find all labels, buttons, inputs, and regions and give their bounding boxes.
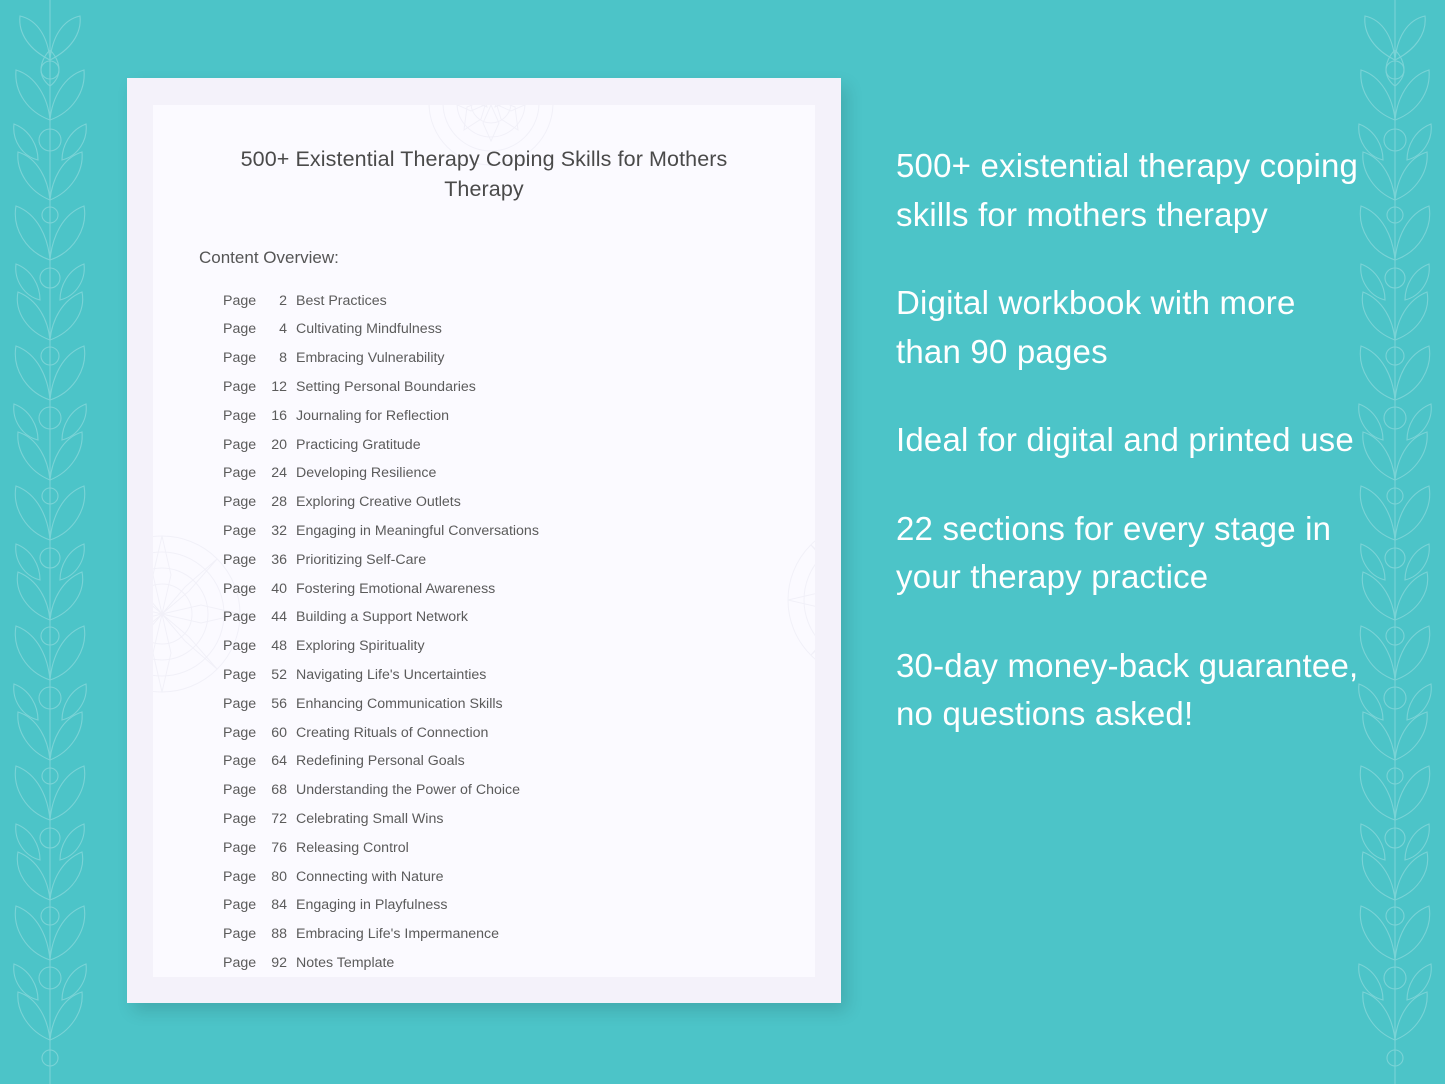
floral-border-left-decoration	[0, 0, 100, 1084]
toc-page-number: 4	[279, 321, 287, 338]
document-inner-sheet	[153, 105, 815, 977]
toc-page-number: 84	[271, 897, 287, 914]
toc-page-number: 48	[271, 638, 287, 655]
toc-page-number: 2	[279, 292, 287, 309]
toc-row	[223, 747, 771, 776]
toc-entry-label: Engaging in Meaningful Conversations	[296, 522, 539, 539]
toc-entry-label: Redefining Personal Goals	[296, 753, 465, 770]
toc-row	[223, 545, 771, 574]
toc-entry-label: Exploring Creative Outlets	[296, 494, 461, 511]
toc-entry-label: Releasing Control	[296, 839, 409, 856]
toc-page-word: Page	[223, 954, 257, 971]
toc-page-word: Page	[223, 292, 257, 309]
document-title: 500+ Existential Therapy Coping Skills for Mothers Therapy	[240, 147, 728, 201]
feature-bullet: Ideal for digital and printed use	[896, 421, 1354, 458]
toc-entry-label: Creating Rituals of Connection	[296, 724, 489, 741]
feature-bullet: 22 sections for every stage in your therapy practice	[896, 509, 1332, 595]
toc-page-number: 12	[271, 379, 287, 395]
toc-page-number: 80	[271, 868, 287, 885]
toc-entry-label: Embracing Life's Impermanence	[296, 926, 500, 943]
toc-entry-label: Best Practices	[296, 292, 387, 309]
toc-row	[223, 574, 771, 603]
toc-row	[223, 286, 771, 315]
toc-page-number: 36	[271, 551, 287, 568]
toc-page-number: 72	[271, 810, 287, 827]
toc-page-number: 92	[271, 954, 287, 971]
toc-page-word: Page	[223, 868, 257, 885]
toc-entry-label: Prioritizing Self-Care	[296, 551, 427, 568]
toc-entry-label: Developing Resilience	[296, 465, 437, 482]
toc-page-word: Page	[223, 379, 257, 395]
toc-page-word: Page	[223, 666, 257, 683]
toc-row	[223, 805, 771, 834]
feature-bullet: Digital workbook with more than 90 pages	[896, 284, 1296, 370]
toc-row	[223, 459, 771, 488]
toc-page-number: 24	[271, 465, 287, 482]
toc-row	[223, 949, 771, 977]
toc-row	[223, 776, 771, 805]
toc-page-number: 8	[279, 350, 287, 367]
toc-page-number: 28	[271, 494, 287, 511]
toc-row	[223, 661, 771, 690]
content-overview-label: Content Overview:	[199, 248, 339, 268]
feature-bullet: 500+ existential therapy coping skills for mothers therapy	[896, 147, 1359, 233]
toc-entry-label: Enhancing Communication Skills	[296, 695, 503, 712]
toc-row	[223, 315, 771, 344]
toc-row	[223, 373, 771, 402]
toc-page-word: Page	[223, 897, 257, 914]
toc-page-number: 16	[271, 407, 287, 424]
toc-entry-label: Cultivating Mindfulness	[296, 321, 442, 338]
feature-bullet-list	[896, 142, 1366, 739]
toc-entry-label: Engaging in Playfulness	[296, 897, 448, 914]
toc-page-number: 44	[271, 609, 287, 626]
toc-page-number: 56	[271, 695, 287, 712]
toc-entry-label: Practicing Gratitude	[296, 436, 421, 453]
toc-page-word: Page	[223, 465, 257, 482]
toc-page-number: 40	[271, 580, 287, 597]
table-of-contents	[223, 286, 771, 977]
toc-row	[223, 632, 771, 661]
toc-row	[223, 488, 771, 517]
toc-entry-label: Navigating Life's Uncertainties	[296, 666, 487, 683]
toc-entry-label: Embracing Vulnerability	[296, 350, 445, 367]
toc-page-number: 64	[271, 753, 287, 770]
toc-page-word: Page	[223, 609, 257, 626]
toc-entry-label: Building a Support Network	[296, 609, 468, 626]
toc-page-number: 20	[271, 436, 287, 453]
toc-page-word: Page	[223, 753, 257, 770]
toc-entry-label: Notes Template	[296, 954, 395, 971]
toc-page-word: Page	[223, 321, 257, 338]
toc-page-number: 32	[271, 522, 287, 539]
toc-row	[223, 689, 771, 718]
document-content	[153, 105, 815, 977]
toc-entry-label: Celebrating Small Wins	[296, 810, 444, 827]
toc-page-word: Page	[223, 580, 257, 597]
toc-page-number: 52	[271, 666, 287, 683]
toc-page-word: Page	[223, 782, 257, 799]
toc-row	[223, 402, 771, 431]
toc-page-word: Page	[223, 695, 257, 712]
toc-page-word: Page	[223, 638, 257, 655]
document-preview-page	[127, 78, 841, 1003]
toc-row	[223, 430, 771, 459]
toc-page-word: Page	[223, 551, 257, 568]
toc-entry-label: Understanding the Power of Choice	[296, 782, 520, 799]
toc-entry-label: Connecting with Nature	[296, 868, 444, 885]
toc-page-word: Page	[223, 724, 257, 741]
toc-page-word: Page	[223, 926, 257, 943]
toc-row	[223, 603, 771, 632]
toc-page-number: 76	[271, 839, 287, 856]
toc-page-number: 88	[271, 926, 287, 943]
toc-row	[223, 920, 771, 949]
toc-entry-label: Fostering Emotional Awareness	[296, 580, 496, 597]
toc-page-word: Page	[223, 522, 257, 539]
toc-entry-label: Setting Personal Boundaries	[296, 379, 476, 395]
feature-bullet: 30-day money-back guarantee, no questions asked!	[896, 646, 1359, 732]
toc-row	[223, 862, 771, 891]
toc-entry-label: Journaling for Reflection	[296, 407, 449, 424]
toc-page-word: Page	[223, 436, 257, 453]
toc-page-word: Page	[223, 494, 257, 511]
toc-page-word: Page	[223, 839, 257, 856]
toc-row	[223, 833, 771, 862]
toc-page-word: Page	[223, 350, 257, 367]
toc-page-number: 68	[271, 782, 287, 799]
toc-row	[223, 718, 771, 747]
toc-row	[223, 517, 771, 546]
toc-page-word: Page	[223, 407, 257, 424]
toc-row	[223, 344, 771, 373]
toc-entry-label: Exploring Spirituality	[296, 638, 425, 655]
toc-page-number: 60	[271, 724, 287, 741]
toc-row	[223, 891, 771, 920]
toc-page-word: Page	[223, 810, 257, 827]
